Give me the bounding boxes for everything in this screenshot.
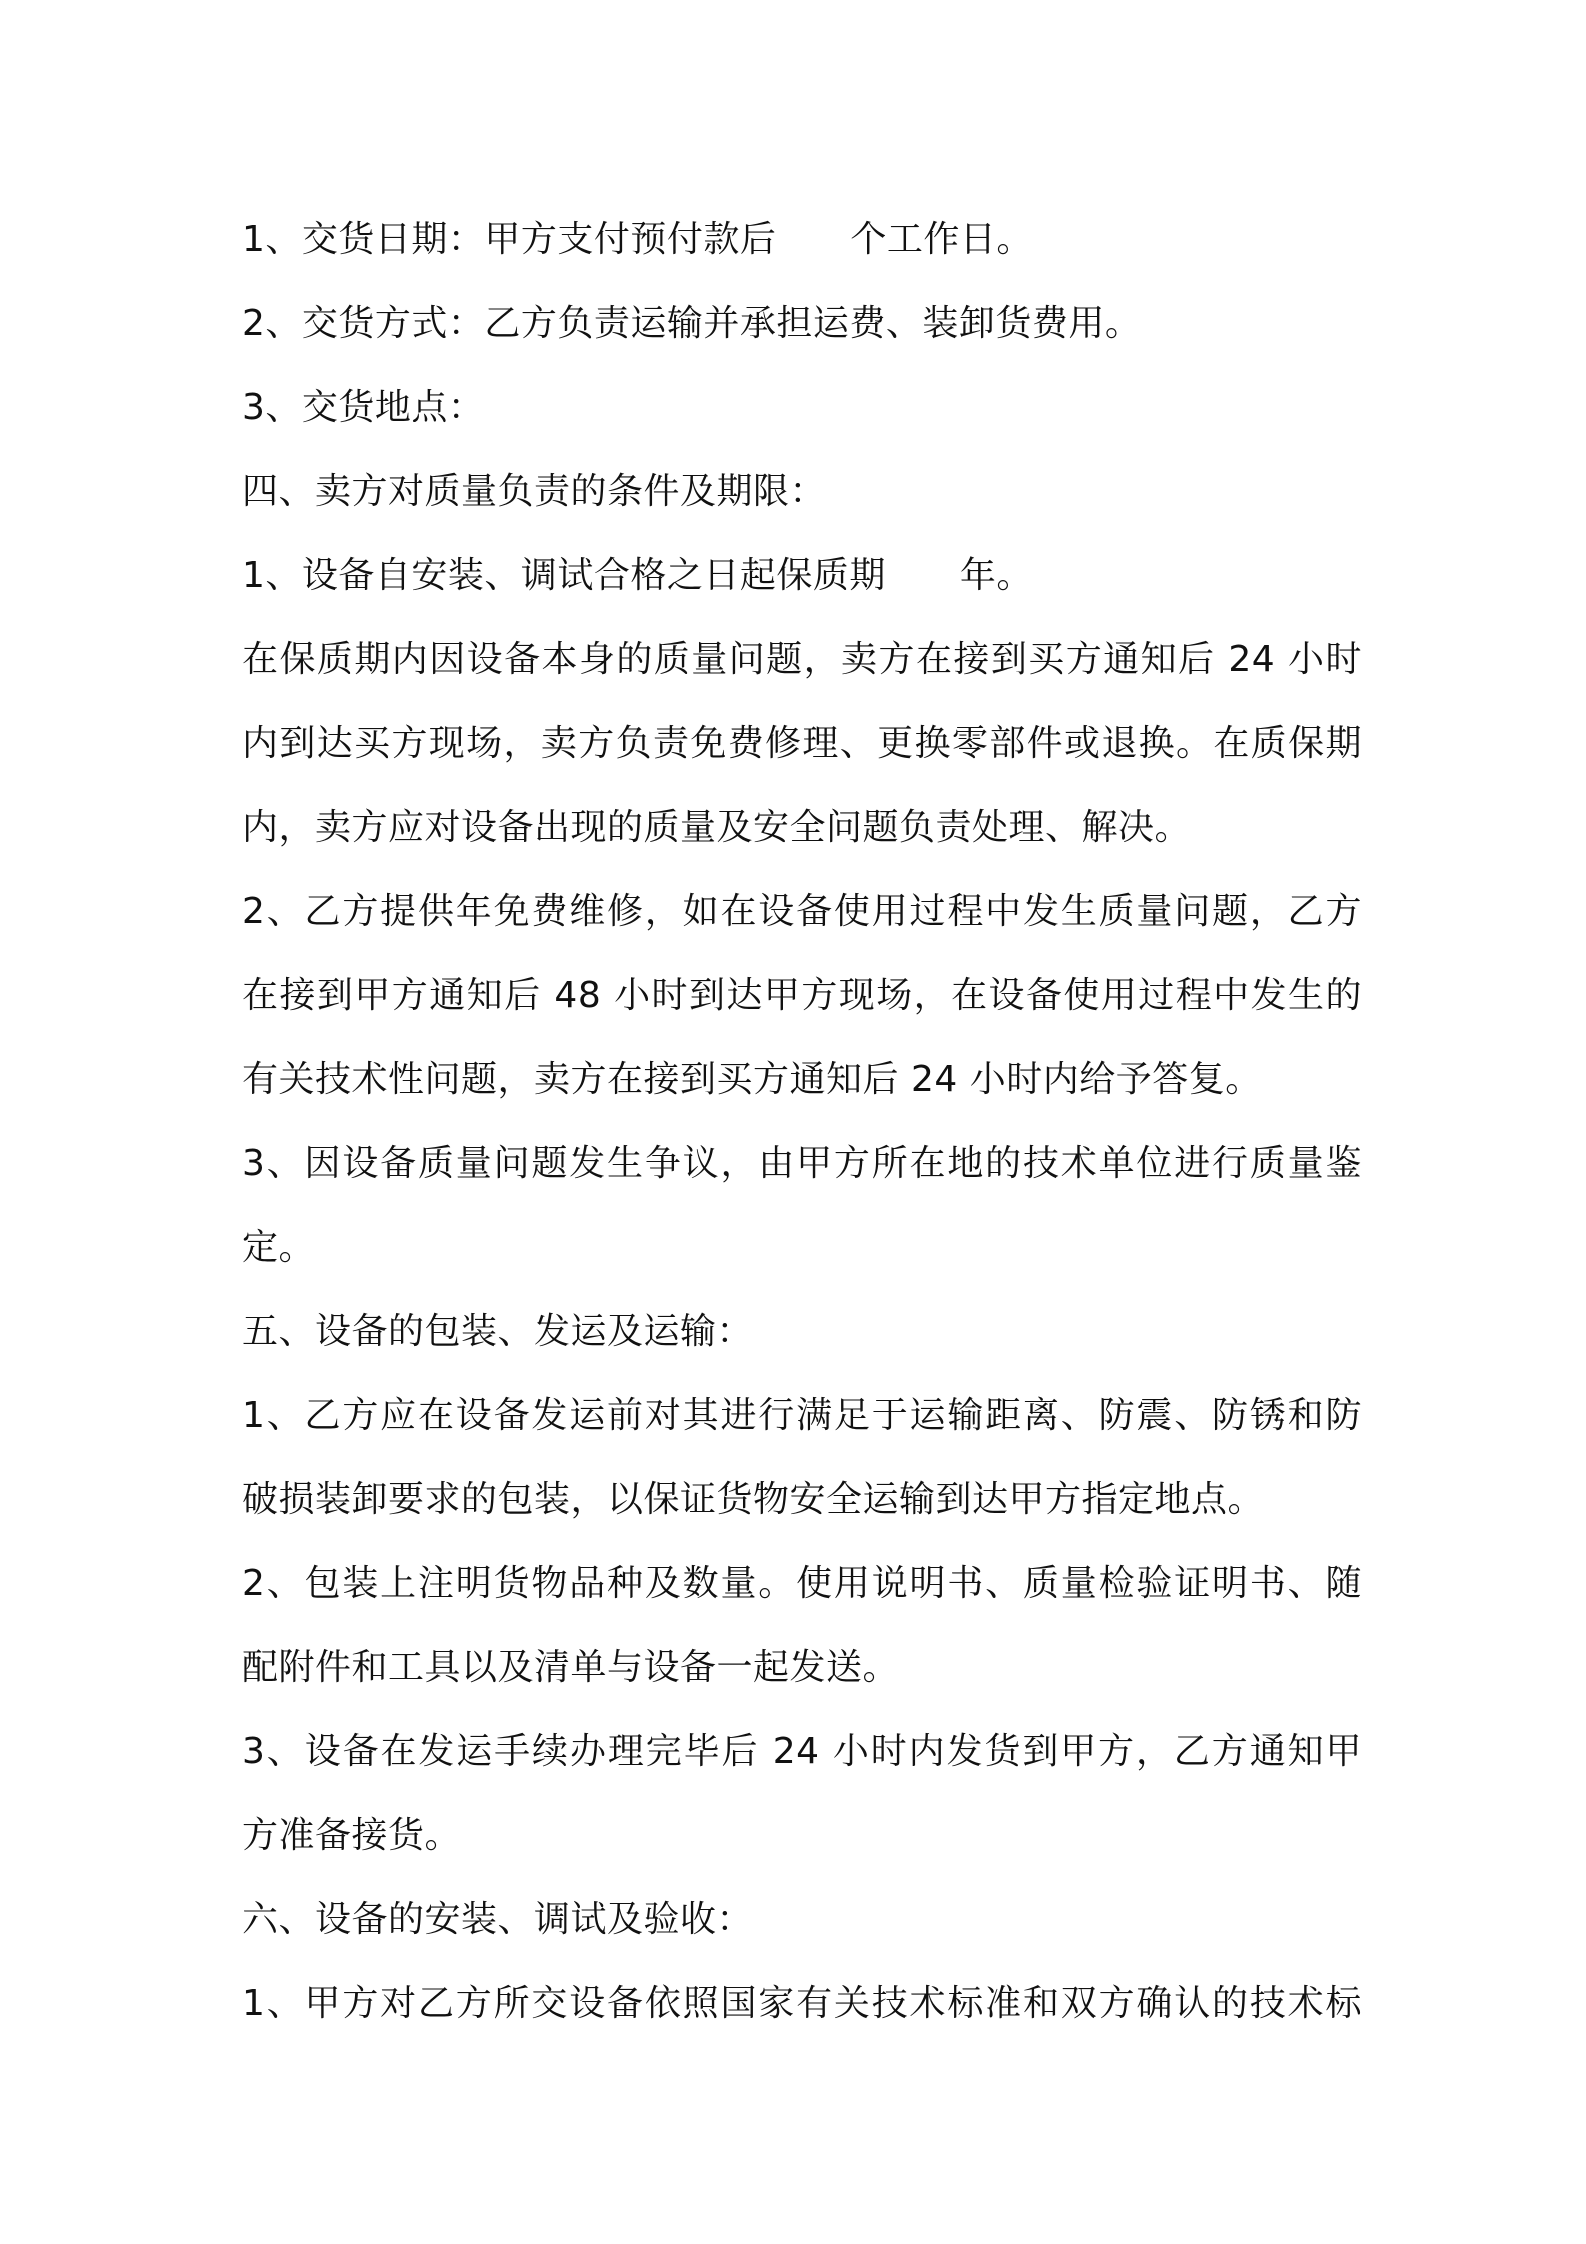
- paragraph-line: [242, 786, 1362, 870]
- heading-text: 五、设备的包装、发运及运输：: [242, 1311, 754, 1352]
- paragraph-line: [242, 1794, 1362, 1878]
- text-segment: 1、甲方对乙方所交设备依照国家有关技术标准和双方确认的技术标: [242, 1983, 1362, 2024]
- text-segment: 3、交货地点：: [242, 387, 485, 428]
- delivery-date-line: [242, 198, 1362, 282]
- heading-text: 四、卖方对质量负责的条件及期限：: [242, 471, 827, 512]
- text-segment: 1、交货日期：甲方支付预付款后: [242, 219, 777, 260]
- text-segment: 3、因设备质量问题发生争议，由甲方所在地的技术单位进行质量鉴: [242, 1143, 1362, 1184]
- paragraph-line: [242, 954, 1362, 1038]
- delivery-method-line: [242, 282, 1362, 366]
- text-segment: 配附件和工具以及清单与设备一起发送。: [242, 1647, 900, 1688]
- paragraph-line: [242, 1122, 1362, 1206]
- section-heading-4: [242, 450, 1362, 534]
- text-segment: 3、设备在发运手续办理完毕后 24 小时内发货到甲方，乙方通知甲: [242, 1731, 1362, 1772]
- text-segment: 年。: [959, 555, 1033, 596]
- delivery-place-line: [242, 366, 1362, 450]
- paragraph-line: [242, 1962, 1362, 2046]
- document-body: [242, 198, 1362, 2046]
- text-segment: 1、设备自安装、调试合格之日起保质期: [242, 555, 886, 596]
- text-segment: 在接到甲方通知后 48 小时到达甲方现场，在设备使用过程中发生的: [242, 975, 1362, 1016]
- text-segment: 内到达买方现场，卖方负责免费修理、更换零部件或退换。在质保期: [242, 723, 1362, 764]
- text-segment: 2、包装上注明货物品种及数量。使用说明书、质量检验证明书、随: [242, 1563, 1362, 1604]
- text-segment: 有关技术性问题，卖方在接到买方通知后 24 小时内给予答复。: [242, 1059, 1262, 1100]
- paragraph-line: [242, 1374, 1362, 1458]
- paragraph-line: [242, 1458, 1362, 1542]
- text-segment: 1、乙方应在设备发运前对其进行满足于运输距离、防震、防锈和防: [242, 1395, 1362, 1436]
- text-segment: 2、交货方式：乙方负责运输并承担运费、装卸货费用。: [242, 303, 1142, 344]
- text-segment: 在保质期内因设备本身的质量问题，卖方在接到买方通知后 24 小时: [242, 639, 1362, 680]
- paragraph-line: [242, 1710, 1362, 1794]
- section-heading-6: [242, 1878, 1362, 1962]
- paragraph-line: [242, 1542, 1362, 1626]
- section-heading-5: [242, 1290, 1362, 1374]
- paragraph-line: [242, 1206, 1362, 1290]
- text-segment: 个工作日。: [850, 219, 1033, 260]
- text-segment: 定。: [242, 1227, 316, 1268]
- text-segment: 2、乙方提供年免费维修，如在设备使用过程中发生质量问题，乙方: [242, 891, 1362, 932]
- text-segment: 方准备接货。: [242, 1815, 462, 1856]
- warranty-period-line: [242, 534, 1362, 618]
- paragraph-line: [242, 1626, 1362, 1710]
- paragraph-line: [242, 1038, 1362, 1122]
- heading-text: 六、设备的安装、调试及验收：: [242, 1899, 754, 1940]
- paragraph-line: [242, 702, 1362, 786]
- paragraph-line: [242, 618, 1362, 702]
- paragraph-line: [242, 870, 1362, 954]
- text-segment: 破损装卸要求的包装，以保证货物安全运输到达甲方指定地点。: [242, 1479, 1265, 1520]
- text-segment: 内，卖方应对设备出现的质量及安全问题负责处理、解决。: [242, 807, 1192, 848]
